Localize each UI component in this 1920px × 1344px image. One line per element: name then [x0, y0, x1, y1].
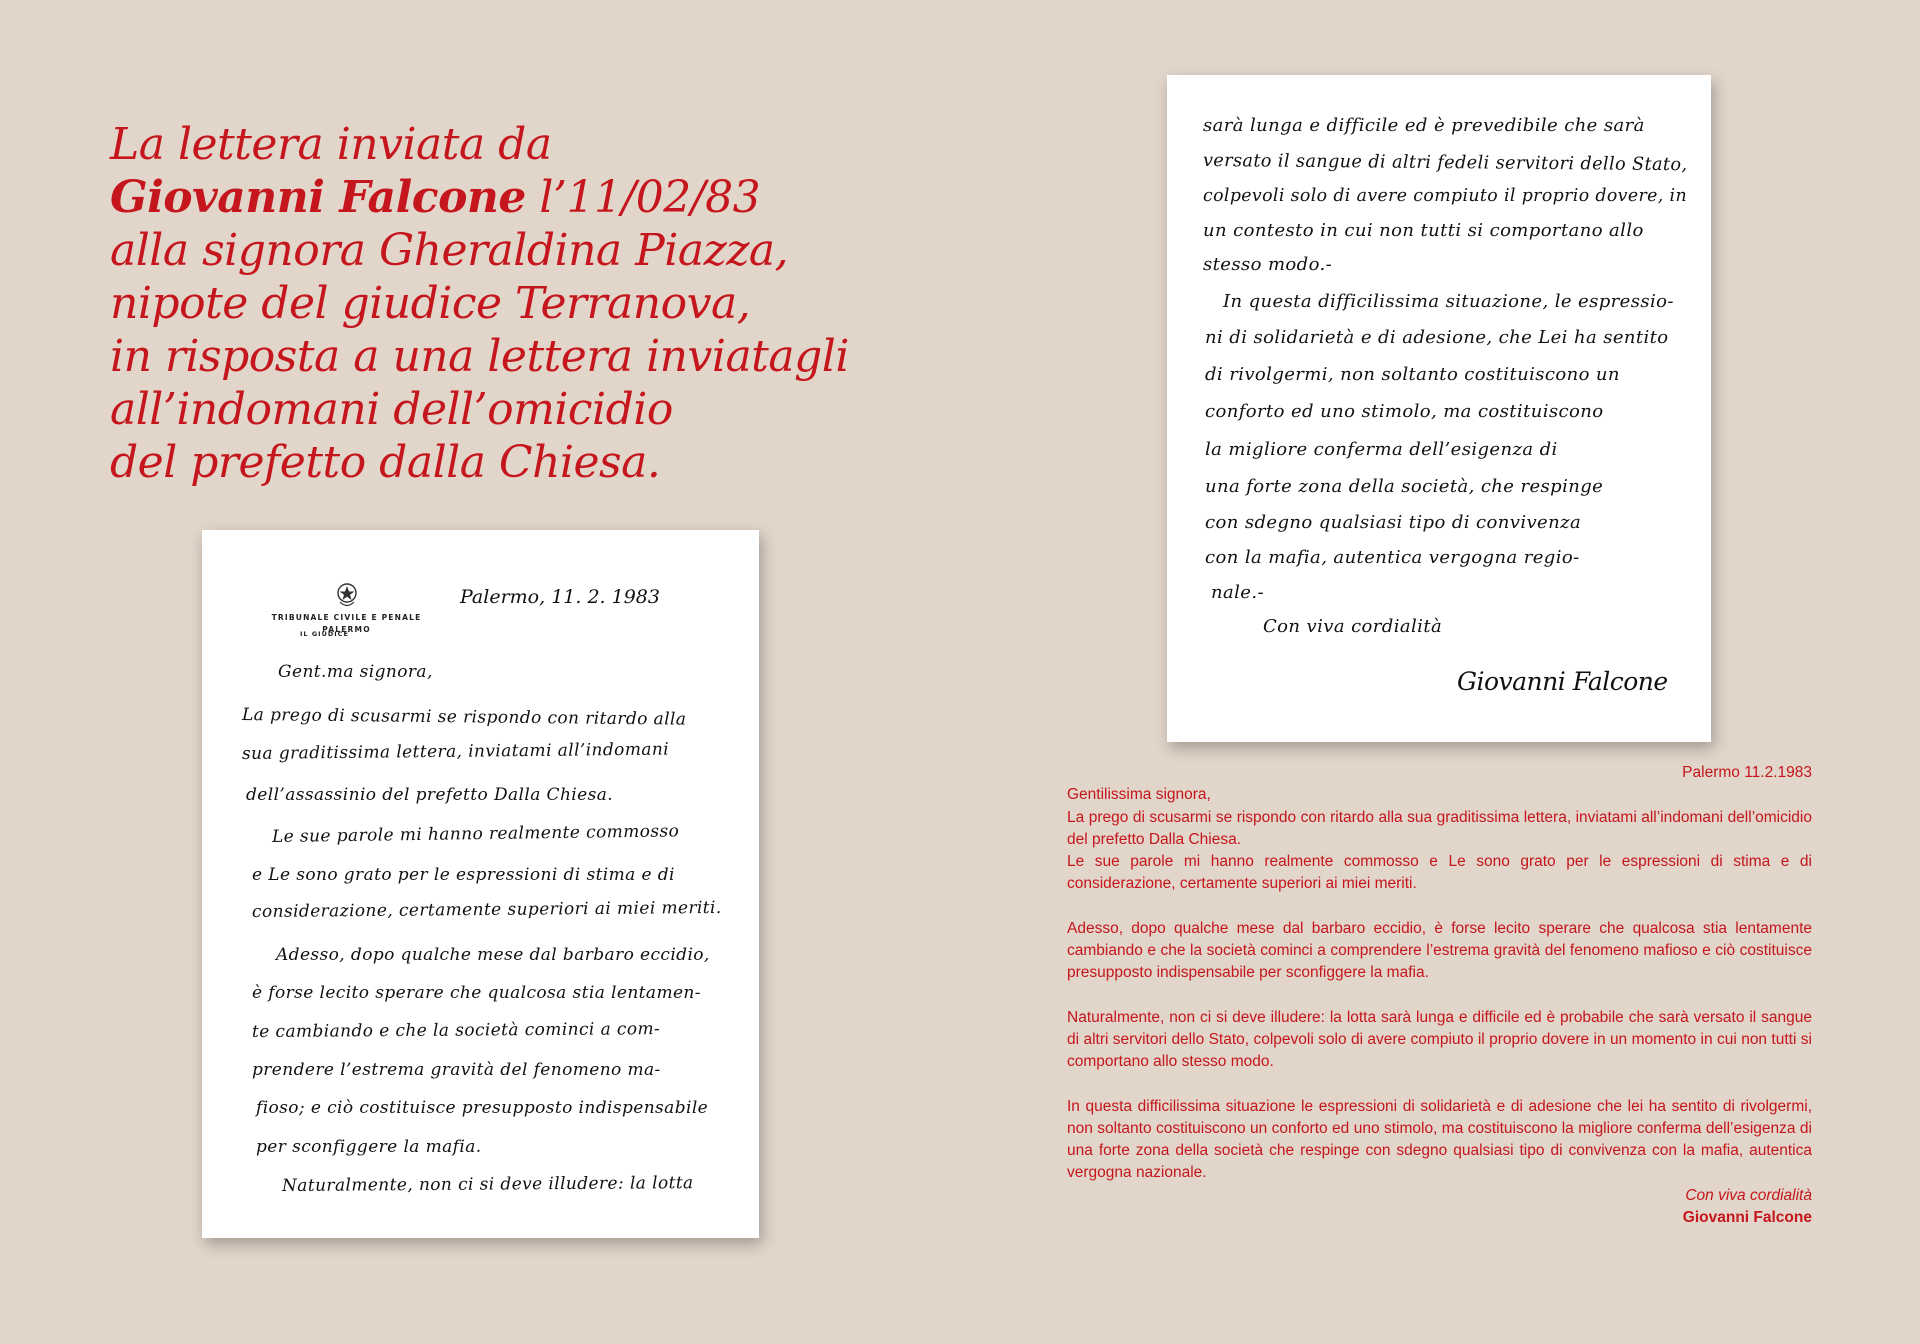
headline-line-3: alla signora Gheraldina Piazza,: [110, 225, 789, 276]
handwritten-line: per sconfiggere la mafia.: [256, 1137, 482, 1157]
handwritten-line: conforto ed uno stimolo, ma costituiscono: [1205, 401, 1604, 422]
letter-page-1: [202, 530, 759, 1238]
transcription-paragraph: In questa difficilissima situazione le espressioni di solidarietà e di adesione che lei ha sentito di rivolgermi, non soltanto costituiscono un conforto ed uno stimolo, ma costituiscono la migliore conferma dell’esigenza di una forte zona della società che respinge con sdegno qualsiasi tipo di convivenza con la mafia, autentica vergogna nazionale.: [1067, 1097, 1812, 1182]
letterhead: [254, 582, 439, 636]
handwritten-line: Con viva cordialità: [1263, 616, 1443, 637]
handwritten-line: e Le sono grato per le espressioni di stima e di: [252, 865, 675, 885]
handwritten-line: Gent.ma signora,: [278, 662, 433, 682]
handwritten-line: sua graditissima lettera, inviatami all’indomani: [241, 739, 670, 764]
handwritten-line: colpevoli solo di avere compiuto il proprio dovere, in: [1203, 185, 1688, 206]
handwritten-signature: Giovanni Falcone: [1457, 667, 1668, 696]
handwritten-line: considerazione, certamente superiori ai miei meriti.: [251, 897, 722, 922]
handwritten-line: La prego di scusarmi se rispondo con ritardo alla: [241, 705, 687, 730]
transcription-paragraph: Adesso, dopo qualche mese dal barbaro eccidio, è forse lecito sperare che qualcosa stia lentamente cambiando e che la società cominci a comprendere l’estrema gravità del fenomeno mafioso e ciò costituisce presupposto indispensabile per sconfiggere la mafia.: [1067, 919, 1812, 982]
handwritten-line: nale.-: [1211, 582, 1264, 603]
handwritten-line: dell’assassinio del prefetto Dalla Chiesa.: [246, 785, 614, 805]
letter-page-2: [1167, 75, 1711, 742]
letter-place-date: Palermo, 11. 2. 1983: [460, 586, 660, 608]
paragraph-spacer: [1067, 896, 1812, 918]
transcription-paragraph: Le sue parole mi hanno realmente commosso e Le sono grato per le espressioni di stima e di considerazione, certamente superiori ai miei meriti.: [1067, 853, 1812, 893]
paragraph-spacer: [1067, 1074, 1812, 1096]
letterhead-court: TRIBUNALE CIVILE E PENALE: [271, 613, 422, 622]
handwritten-line: con sdegno qualsiasi tipo di convivenza: [1205, 512, 1582, 533]
headline-line-2: [110, 171, 930, 224]
transcription-paragraph: La prego di scusarmi se rispondo con ritardo alla sua graditissima lettera, inviatami all’indomani dell’omicidio del prefetto Dalla Chiesa.: [1067, 808, 1812, 848]
handwritten-line: è forse lecito sperare che qualcosa stia lentamen-: [252, 983, 701, 1003]
handwritten-line: In questa difficilissima situazione, le espressio-: [1223, 291, 1674, 312]
transcription-paragraph: Naturalmente, non ci si deve illudere: la lotta sarà lunga e difficile ed è probabile che sarà versato il sangue di altri servitori dello Stato, colpevoli solo di avere compiuto il proprio dovere in un momento in cui non tutti si comportano allo stesso modo.: [1067, 1008, 1812, 1071]
headline-line-4: nipote del giudice Terranova,: [110, 278, 751, 329]
handwritten-line: Naturalmente, non ci si deve illudere: la lotta: [281, 1173, 694, 1196]
headline-line-5: in risposta a una lettera inviatagli: [110, 331, 849, 382]
paragraph-spacer: [1067, 985, 1812, 1007]
transcription-closing: Con viva cordialità: [1685, 1186, 1812, 1204]
transcription-date: Palermo 11.2.1983: [1682, 764, 1812, 781]
transcription: [1067, 762, 1812, 1229]
handwritten-line: ni di solidarietà e di adesione, che Lei ha sentito: [1205, 327, 1669, 348]
headline-line-1: La lettera inviata da: [110, 119, 552, 170]
letterhead-judge: IL GIUDICE: [300, 630, 349, 638]
emblem-icon: [336, 582, 358, 608]
handwritten-line: con la mafia, autentica vergogna regio-: [1205, 547, 1580, 568]
headline: [110, 118, 930, 489]
handwritten-line: versato il sangue di altri fedeli servitori dello Stato,: [1202, 150, 1688, 176]
letterhead-city: PALERMO: [322, 625, 371, 634]
handwritten-line: fioso; e ciò costituisce presupposto indispensabile: [256, 1098, 709, 1118]
handwritten-line: Le sue parole mi hanno realmente commosso: [271, 821, 680, 847]
handwritten-line: un contesto in cui non tutti si comportano allo: [1203, 220, 1644, 241]
transcription-salutation: Gentilissima signora,: [1067, 786, 1211, 804]
handwritten-line: la migliore conferma dell’esigenza di: [1205, 439, 1558, 460]
headline-line-6: all’indomani dell’omicidio: [110, 384, 673, 435]
headline-line-7: del prefetto dalla Chiesa.: [110, 437, 661, 488]
handwritten-line: stesso modo.-: [1203, 254, 1333, 275]
handwritten-line: Adesso, dopo qualche mese dal barbaro eccidio,: [276, 945, 710, 965]
handwritten-line: sarà lunga e difficile ed è prevedibile che sarà: [1203, 115, 1645, 136]
handwritten-line: te cambiando e che la società cominci a com-: [251, 1019, 661, 1042]
transcription-signature: Giovanni Falcone: [1682, 1209, 1812, 1227]
handwritten-line: prendere l’estrema gravità del fenomeno ma-: [252, 1060, 661, 1080]
handwritten-line: di rivolgermi, non soltanto costituiscono un: [1205, 364, 1620, 385]
headline-name: Giovanni Falcone: [110, 172, 526, 223]
handwritten-line: una forte zona della società, che respinge: [1205, 476, 1604, 497]
headline-date: l’11/02/83: [525, 172, 761, 223]
